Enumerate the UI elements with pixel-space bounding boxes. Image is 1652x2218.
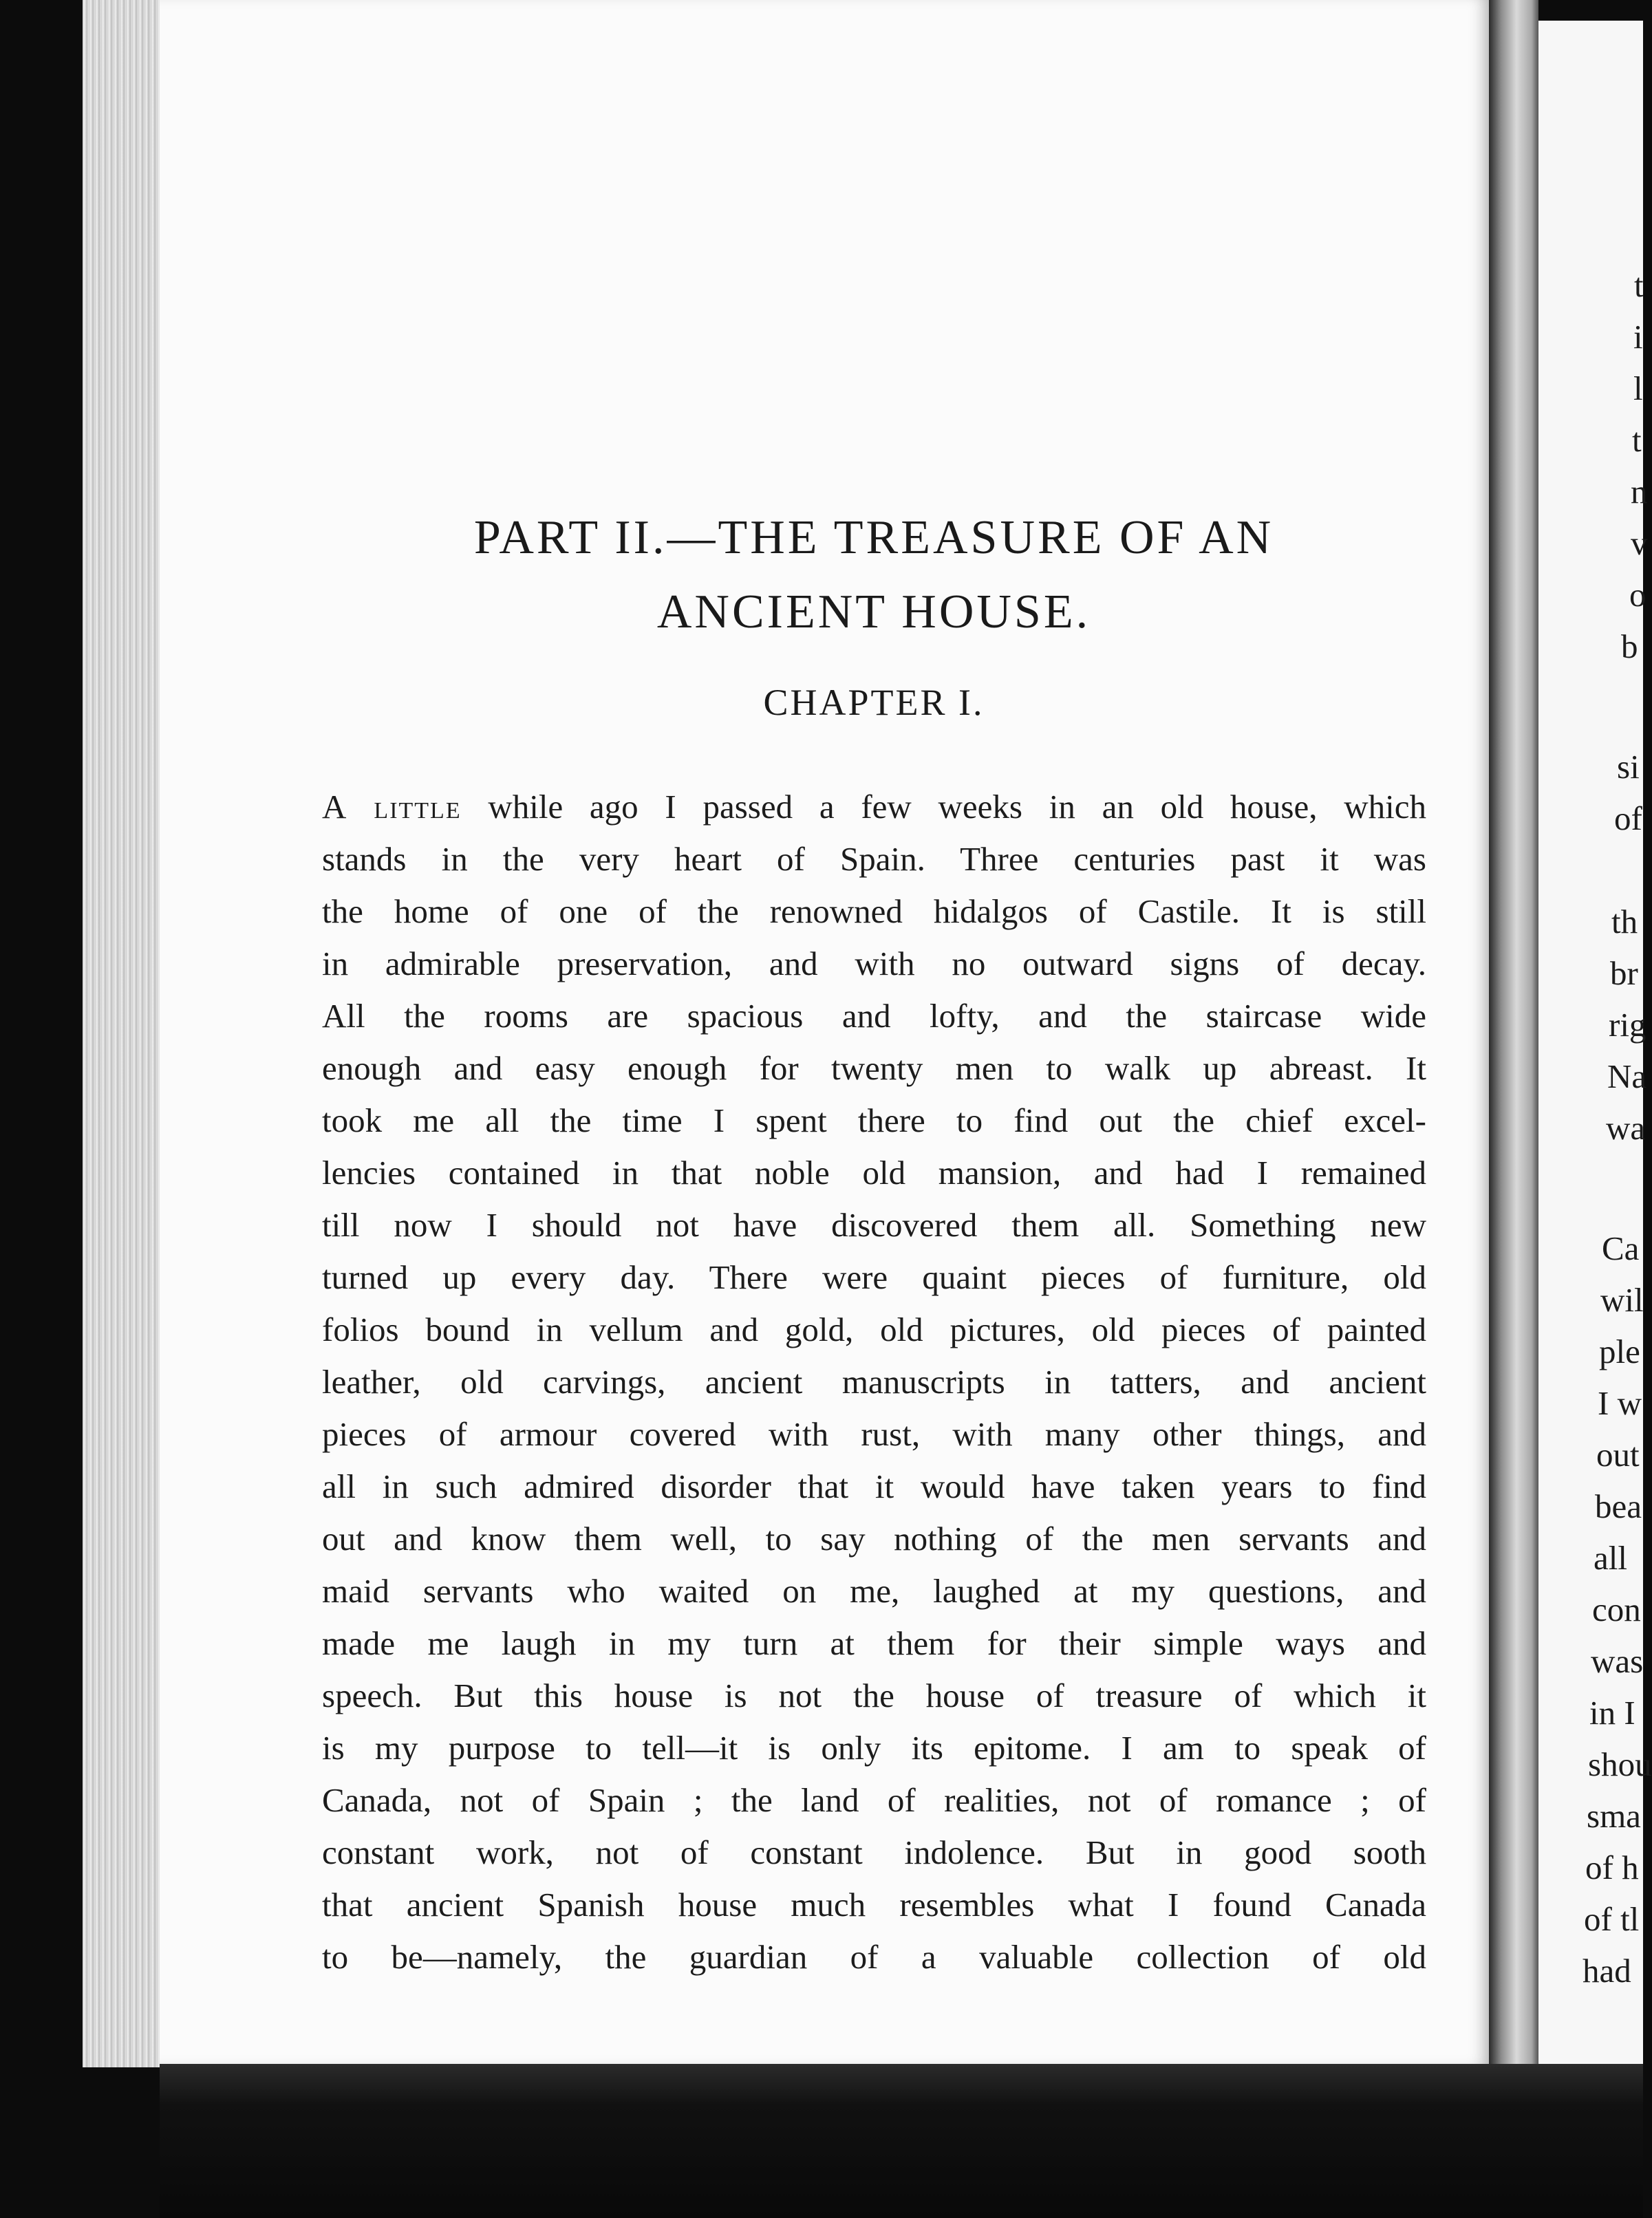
text-line [322,1042,1426,1095]
facing-page-fragment: was [1591,1642,1644,1680]
part-title-line-1: PART II.—THE TREASURE OF AN [473,511,1274,564]
text-line-content: pieces of armour covered with rust, with many other things, and [322,1415,1426,1453]
facing-page-fragment: sma [1587,1797,1641,1835]
text-line [322,1356,1426,1408]
text-line [322,1251,1426,1304]
facing-page-fragment: rig [1609,1006,1646,1044]
page-edges [83,0,165,2067]
text-line [322,1199,1426,1251]
text-line-content: till now I should not have discovered them all. Something new [322,1206,1426,1244]
facing-page-fragment: of tl [1584,1900,1640,1938]
text-line [322,833,1426,885]
text-line [322,1565,1426,1617]
text-line-content: turned up every day. There were quaint pieces of furniture, old [322,1258,1426,1296]
chapter-title: CHAPTER I. [763,682,985,723]
part-title-line-2: ANCIENT HOUSE. [656,585,1091,638]
facing-page-fragment: of [1614,799,1642,837]
facing-page-fragment: n [1631,473,1648,510]
text-line [322,1095,1426,1147]
facing-page-fragment: l [1633,369,1643,407]
text-line-content: all in such admired disorder that it would have taken years to find [322,1467,1426,1505]
text-line-content: to be—namely, the guardian of a valuable collection of old [322,1938,1426,1976]
text-line [322,1879,1426,1931]
text-line-content: out and know them well, to say nothing of the men servants and [322,1520,1426,1558]
facing-page-fragment: con [1592,1591,1641,1628]
text-line [322,990,1426,1042]
text-line-content: All the rooms are spacious and lofty, and the staircase wide [322,997,1426,1035]
facing-page-fragment: out [1596,1436,1640,1474]
facing-page-fragment: had [1583,1952,1631,1990]
facing-page-fragment: v [1631,524,1648,562]
text-line-content: made me laugh in my turn at them for their simple ways and [322,1624,1426,1662]
text-line [322,1147,1426,1199]
facing-page-fragment: in I [1589,1694,1635,1732]
body-text [322,781,1426,1983]
facing-page-fragment: of h [1585,1849,1639,1886]
facing-page-fragment: bea [1595,1487,1642,1525]
facing-page-fragment: all [1594,1539,1627,1577]
text-line [322,885,1426,938]
facing-page-fragment: I w [1598,1384,1642,1422]
text-line [322,781,1426,833]
facing-page-fragment: Ca [1602,1229,1640,1267]
facing-page-fragment: br [1610,954,1638,992]
facing-page-fragment: t [1632,421,1642,459]
scan-bottom-shadow [160,2064,1643,2218]
facing-page-fragment: shou [1588,1745,1652,1783]
text-line [322,1722,1426,1774]
text-line [322,1827,1426,1879]
facing-page-fragment: i [1633,318,1643,356]
text-line [322,1408,1426,1461]
text-line-content: constant work, not of constant indolence. But in good sooth [322,1833,1426,1871]
text-line-content: maid servants who waited on me, laughed at my questions, and [322,1572,1426,1610]
text-line [322,1774,1426,1827]
text-line-content: folios bound in vellum and gold, old pictures, old pieces of painted [322,1311,1426,1348]
text-line [322,1617,1426,1670]
text-line-content: took me all the time I spent there to find out the chief excel- [322,1101,1426,1139]
text-line [322,1931,1426,1983]
text-line-content: that ancient Spanish house much resembles what I found Canada [322,1886,1426,1924]
facing-page-fragment: th [1611,903,1638,940]
text-line-content: Canada, not of Spain ; the land of realities, not of romance ; of [322,1781,1426,1819]
facing-page-fragment: Na [1607,1057,1647,1095]
text-line-content: leather, old carvings, ancient manuscripts in tatters, and ancient [322,1363,1426,1401]
text-line [322,1461,1426,1513]
text-line-content: speech. But this house is not the house of treasure of which it [322,1677,1426,1714]
text-line [322,938,1426,990]
text-line-content: the home of one of the renowned hidalgos of Castile. It is still [322,892,1426,930]
facing-page-fragment: o [1629,576,1646,614]
facing-page-fragment: si [1617,748,1640,786]
facing-page-fragment: wa [1606,1109,1646,1147]
text-line-content: is my purpose to tell—it is only its epitome. I am to speak of [322,1729,1426,1767]
text-line [322,1670,1426,1722]
facing-page-fragment: ple [1599,1333,1640,1370]
facing-page-fragment: b [1621,627,1638,665]
facing-page-fragment: t [1634,266,1644,304]
text-line [322,1304,1426,1356]
facing-page-fragment: wil [1600,1281,1644,1319]
text-line-content: enough and easy enough for twenty men to walk up abreast. It [322,1049,1426,1087]
dropcap-words: A little [322,788,462,826]
text-line-content: lencies contained in that noble old mansion, and had I remained [322,1154,1426,1192]
text-line-content: while ago I passed a few weeks in an old house, which [461,788,1426,826]
text-line-content: in admirable preservation, and with no outward signs of decay. [322,945,1426,982]
book-gutter [1489,0,1538,2218]
text-line [322,1513,1426,1565]
text-line-content: stands in the very heart of Spain. Three centuries past it was [322,840,1426,878]
